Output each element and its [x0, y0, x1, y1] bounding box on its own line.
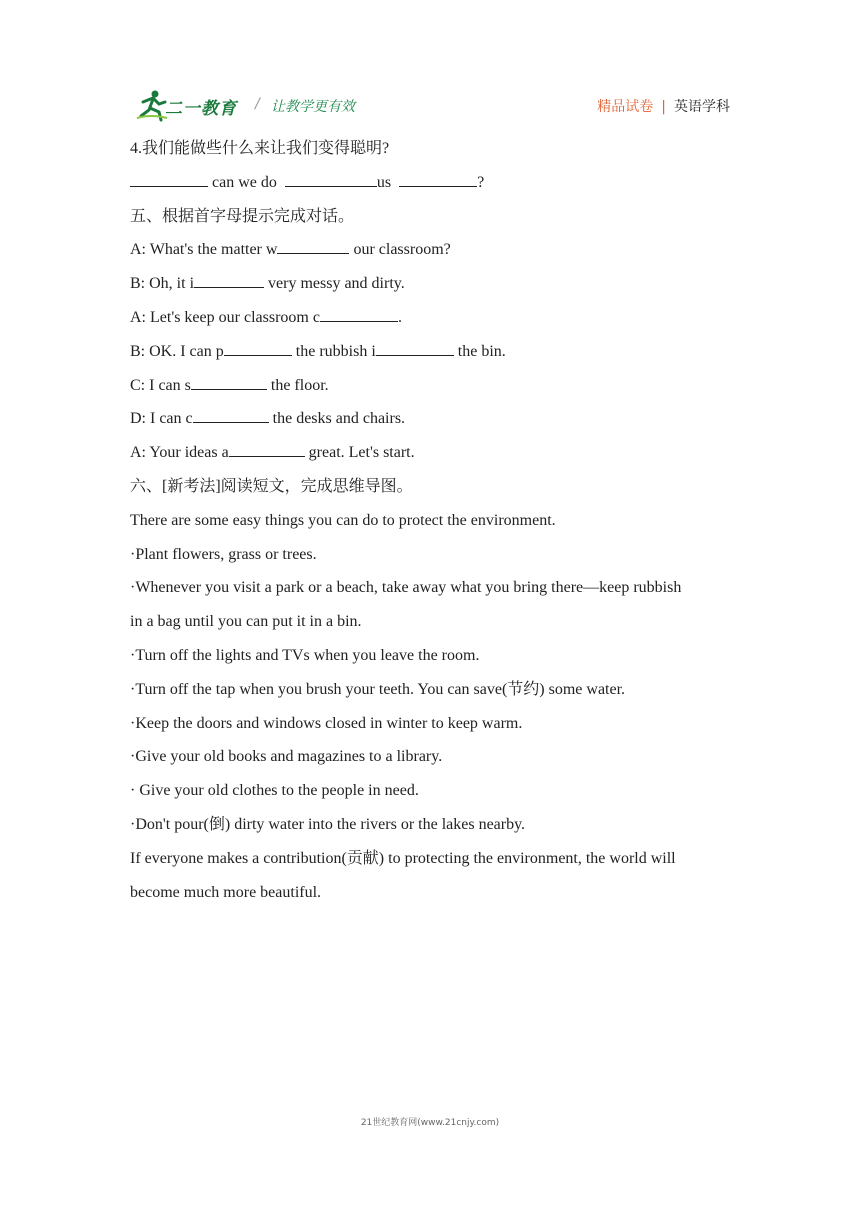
passage-line: ·Turn off the tap when you brush your teeth. You can save(节约) some water.: [130, 680, 626, 698]
dialogue-text: B: OK. I can p: [130, 342, 224, 360]
dialogue-text: A: Your ideas a: [130, 444, 229, 462]
dialogue-text: A: Let's keep our classroom c: [130, 308, 320, 326]
answer-blank[interactable]: [191, 375, 267, 390]
dialogue-text: the rubbish i: [291, 342, 376, 360]
dialogue-line: [130, 233, 730, 267]
logo-text: 二一教育: [165, 99, 237, 119]
passage-line: ·Don't pour(倒) dirty water into the rivers or the lakes nearby.: [130, 815, 526, 833]
dialogue-text: A: What's the matter w: [130, 241, 278, 259]
passage-line: ·Plant flowers, grass or trees.: [130, 545, 317, 563]
answer-blank[interactable]: [229, 442, 305, 457]
dialogue-text: our classroom?: [349, 241, 451, 259]
answer-blank[interactable]: [277, 239, 349, 254]
dialogue-text: great. Let's start.: [304, 444, 415, 462]
dialogue-text: B: Oh, it i: [130, 275, 195, 293]
dialogue-text: D: I can c: [130, 410, 193, 428]
logo: [135, 88, 245, 122]
passage-line: in a bag until you can put it in a bin.: [130, 613, 362, 631]
passage-line: ·Keep the doors and windows closed in winter to keep warm.: [130, 714, 523, 732]
dialogue-line: [130, 301, 730, 335]
passage-line: If everyone makes a contribution(贡献) to protecting the environment, the world will: [130, 849, 676, 867]
passage-line: ·Give your old books and magazines to a library.: [130, 748, 443, 766]
question-4-prompt: 4.我们能做些什么来让我们变得聪明?: [130, 140, 390, 157]
dialogue-line: [130, 267, 730, 301]
category-label: 精品试卷: [597, 99, 654, 115]
q4-end: ?: [477, 173, 485, 191]
dialogue-text: very messy and dirty.: [264, 275, 405, 293]
passage-line: · Give your old clothes to the people in need.: [130, 782, 419, 800]
dialogue-line: [130, 335, 730, 369]
answer-blank[interactable]: [320, 307, 398, 322]
dialogue-line: [130, 369, 730, 403]
passage-line: become much more beautiful.: [130, 883, 322, 901]
answer-blank[interactable]: [193, 408, 269, 423]
passage-line: ·Turn off the lights and TVs when you leave the room.: [130, 646, 480, 664]
header-right: [597, 96, 730, 116]
subject-label: 英语学科: [674, 99, 730, 115]
section-5-title: 五、根据首字母提示完成对话。: [130, 207, 355, 225]
question-4-answer-line: [130, 166, 730, 200]
document-body: [130, 132, 730, 909]
header-separator: |: [661, 99, 666, 115]
dialogue-text: the floor.: [266, 376, 329, 394]
dialogue-text: the desks and chairs.: [268, 410, 406, 428]
answer-blank[interactable]: [376, 341, 454, 356]
answer-blank[interactable]: [399, 172, 477, 187]
dialogue-text: the bin.: [453, 342, 506, 360]
q4-part1: can we do: [212, 173, 277, 191]
answer-blank[interactable]: [130, 172, 208, 187]
header-slash: /: [255, 96, 260, 112]
dialogue-text: C: I can s: [130, 376, 191, 394]
passage-line: There are some easy things you can do to protect the environment.: [130, 511, 556, 529]
dialogue-line: [130, 436, 730, 470]
answer-blank[interactable]: [285, 172, 377, 187]
section-6-title: 六、[新考法]阅读短文，完成思维导图。: [130, 477, 413, 495]
answer-blank[interactable]: [224, 341, 292, 356]
answer-blank[interactable]: [194, 273, 264, 288]
dialogue-text: .: [397, 308, 402, 326]
passage-line: ·Whenever you visit a park or a beach, take away what you bring there—keep rubbish: [130, 579, 682, 597]
dialogue-line: [130, 402, 730, 436]
page-footer: 21世纪教育网(www.21cnjy.com): [360, 1118, 500, 1128]
slogan: 让教学更有效: [271, 99, 355, 115]
page-header: [135, 88, 730, 122]
q4-part2: us: [376, 173, 392, 191]
runner-logo-icon: [135, 88, 169, 122]
